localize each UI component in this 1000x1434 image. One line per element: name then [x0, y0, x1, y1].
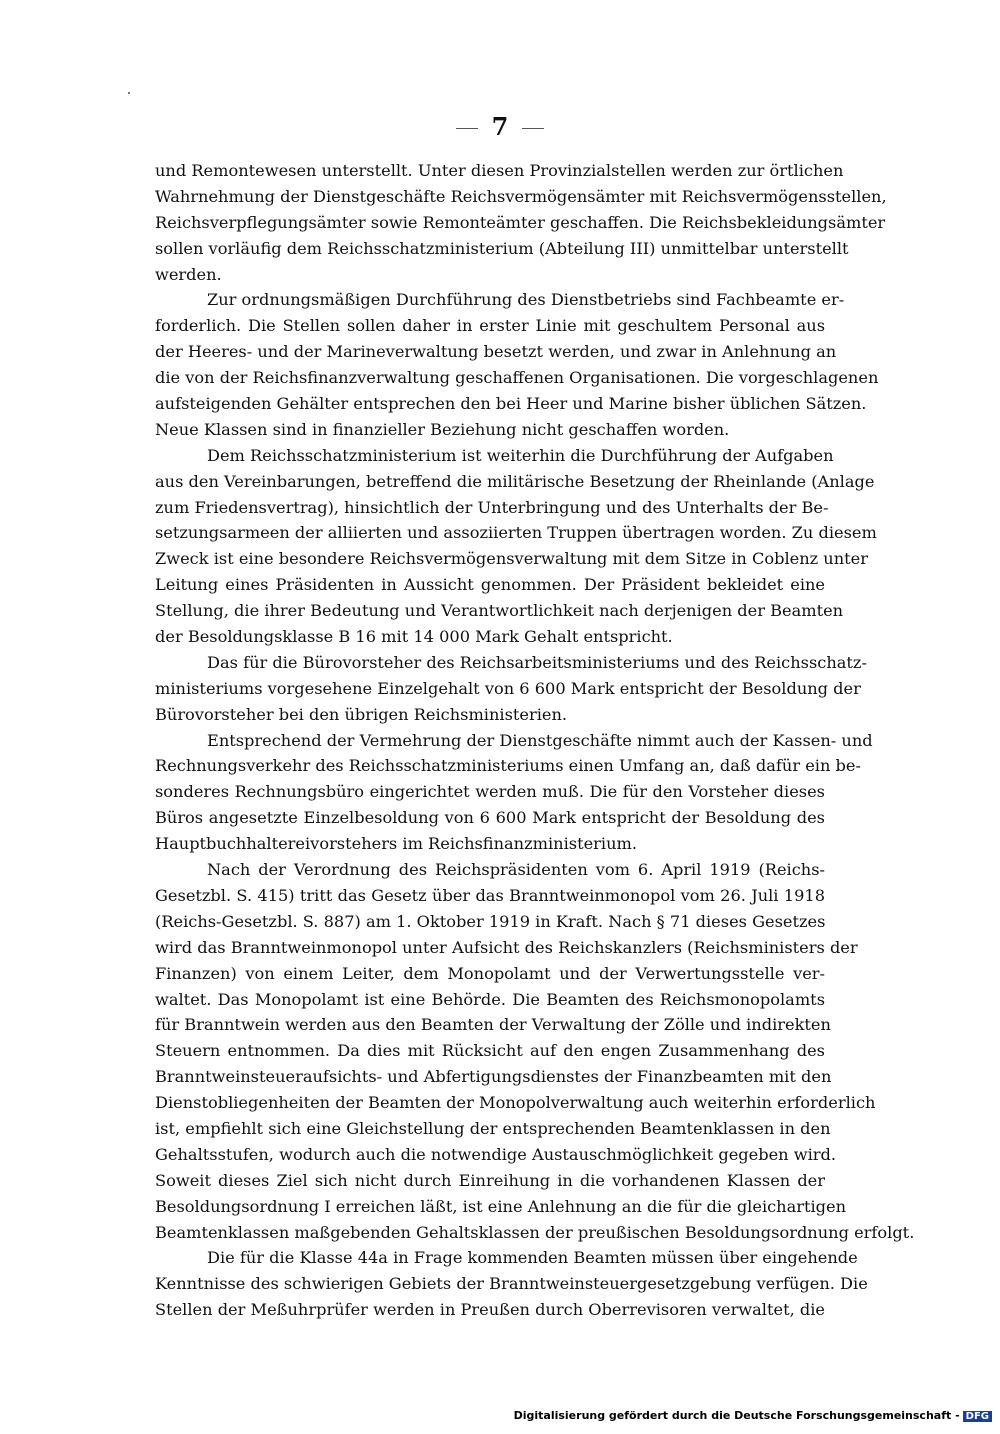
text-line: Hauptbuchhaltereivorstehers im Reichsfinanzministerium.: [155, 834, 637, 854]
digitization-credit: [514, 1409, 992, 1422]
text-line: Das für die Bürovorsteher des Reichsarbeitsministeriums und des Reichsschatz-: [207, 652, 867, 672]
text-line: setzungsarmeen der alliierten und assoziierten Truppen übertragen worden. Zu diesem: [155, 523, 877, 543]
text-line: sollen vorläufig dem Reichsschatzministerium (Abteilung III) unmittelbar unterstellt: [155, 238, 849, 258]
text-line: Kenntnisse des schwierigen Gebiets der Branntweinsteuergesetzgebung verfügen. Die: [155, 1274, 868, 1294]
text-line: für Branntwein werden aus den Beamten der Verwaltung der Zölle und indirekten: [155, 1015, 831, 1035]
text-line: Dem Reichsschatzministerium ist weiterhin die Durchführung der Aufgaben: [207, 445, 834, 465]
text-line: Gehaltsstufen, wodurch auch die notwendige Austauschmöglichkeit gegeben wird.: [155, 1144, 837, 1164]
text-line: und Remontewesen unterstellt. Unter diesen Provinzialstellen werden zur örtlichen: [155, 161, 844, 180]
text-line: aufsteigenden Gehälter entsprechen den bei Heer und Marine bisher üblichen Sätzen.: [155, 394, 867, 414]
text-line: Branntweinsteueraufsichts- und Abfertigungsdienstes der Finanzbeamten mit den: [155, 1067, 832, 1087]
text-line: aus den Vereinbarungen, betreffend die militärische Besetzung der Rheinlande (Anlage: [155, 471, 875, 491]
text-line: Bürovorsteher bei den übrigen Reichsministerien.: [155, 704, 568, 724]
text-line: der Heeres- und der Marineverwaltung besetzt werden, und zwar in Anlehnung an: [155, 342, 837, 362]
scan-speck: [128, 92, 130, 94]
text-line: Rechnungsverkehr des Reichsschatzministeriums einen Umfang an, daß dafür ein be-: [155, 756, 861, 776]
text-line: Entsprechend der Vermehrung der Dienstgeschäfte nimmt auch der Kassen- und: [207, 730, 873, 750]
text-line: Leitung eines Präsidenten in Aussicht genommen. Der Präsident bekleidet eine: [155, 575, 825, 595]
text-line: Dienstobliegenheiten der Beamten der Monopolverwaltung auch weiterhin erforderlich: [155, 1093, 876, 1113]
text-line: Beamtenklassen maßgebenden Gehaltsklassen der preußischen Besoldungsordnung erfolgt.: [155, 1222, 915, 1242]
text-line: Besoldungsordnung I erreichen läßt, ist eine Anlehnung an die für die gleichartigen: [155, 1196, 847, 1216]
text-line: ministeriums vorgesehene Einzelgehalt von 6 600 Mark entspricht der Besoldung der: [155, 678, 861, 698]
text-line: waltet. Das Monopolamt ist eine Behörde. Die Beamten des Reichsmonopolamts: [155, 989, 825, 1009]
text-line: der Besoldungsklasse B 16 mit 14 000 Mark Gehalt entspricht.: [155, 627, 673, 647]
text-line: (Reichs-Gesetzbl. S. 887) am 1. Oktober 1919 in Kraft. Nach § 71 dieses Gesetzes: [155, 911, 826, 931]
text-line: forderlich. Die Stellen sollen daher in erster Linie mit geschultem Personal aus: [155, 316, 825, 336]
credit-text: Digitalisierung gefördert durch die Deutsche Forschungsgemeinschaft -: [513, 1409, 960, 1422]
text-line: Reichsverpflegungsämter sowie Remonteämter geschaffen. Die Reichsbekleidungsämter: [155, 212, 886, 232]
text-line: Steuern entnommen. Da dies mit Rücksicht auf den engen Zusammenhang des: [155, 1041, 825, 1061]
page-number: [0, 112, 1000, 141]
page-number-dash-left: [456, 128, 478, 129]
text-line: Stellen der Meßuhrprüfer werden in Preußen durch Oberrevisoren verwaltet, die: [155, 1300, 825, 1320]
body-text: [155, 158, 915, 1323]
text-line: Nach der Verordnung des Reichspräsidenten vom 6. April 1919 (Reichs-: [207, 860, 825, 880]
text-line: wird das Branntweinmonopol unter Aufsicht des Reichskanzlers (Reichsministers der: [155, 937, 858, 957]
text-line: ist, empfiehlt sich eine Gleichstellung der entsprechenden Beamtenklassen in den: [155, 1118, 831, 1138]
page-number-value: 7: [491, 112, 509, 141]
text-line: Neue Klassen sind in finanzieller Beziehung nicht geschaffen worden.: [155, 419, 730, 439]
text-line: die von der Reichsfinanzverwaltung geschaffenen Organisationen. Die vorgeschlagenen: [155, 368, 879, 388]
page-number-dash-right: [522, 128, 544, 129]
text-line: Wahrnehmung der Dienstgeschäfte Reichsvermögensämter mit Reichsvermögensstellen,: [155, 186, 887, 206]
text-line: zum Friedensvertrag), hinsichtlich der Unterbringung und des Unterhalts der Be-: [155, 497, 829, 517]
text-line: Finanzen) von einem Leiter, dem Monopolamt und der Verwertungsstelle ver-: [155, 963, 825, 983]
text-line: Stellung, die ihrer Bedeutung und Verantwortlichkeit nach derjenigen der Beamten: [155, 601, 844, 621]
text-line: Soweit dieses Ziel sich nicht durch Einreihung in die vorhandenen Klassen der: [155, 1170, 825, 1190]
dfg-logo: DFG: [963, 1411, 992, 1422]
text-line: sonderes Rechnungsbüro eingerichtet werden muß. Die für den Vorsteher dieses: [155, 782, 825, 802]
text-line: Büros angesetzte Einzelbesoldung von 6 600 Mark entspricht der Besoldung des: [155, 808, 825, 828]
text-line: Gesetzbl. S. 415) tritt das Gesetz über das Branntweinmonopol vom 26. Juli 1918: [155, 885, 825, 905]
text-line: Zweck ist eine besondere Reichsvermögensverwaltung mit dem Sitze in Coblenz unter: [155, 549, 868, 569]
text-line: werden.: [155, 264, 222, 284]
text-line: Zur ordnungsmäßigen Durchführung des Dienstbetriebs sind Fachbeamte er-: [207, 290, 845, 310]
text-line: Die für die Klasse 44a in Frage kommenden Beamten müssen über eingehende: [207, 1248, 858, 1268]
